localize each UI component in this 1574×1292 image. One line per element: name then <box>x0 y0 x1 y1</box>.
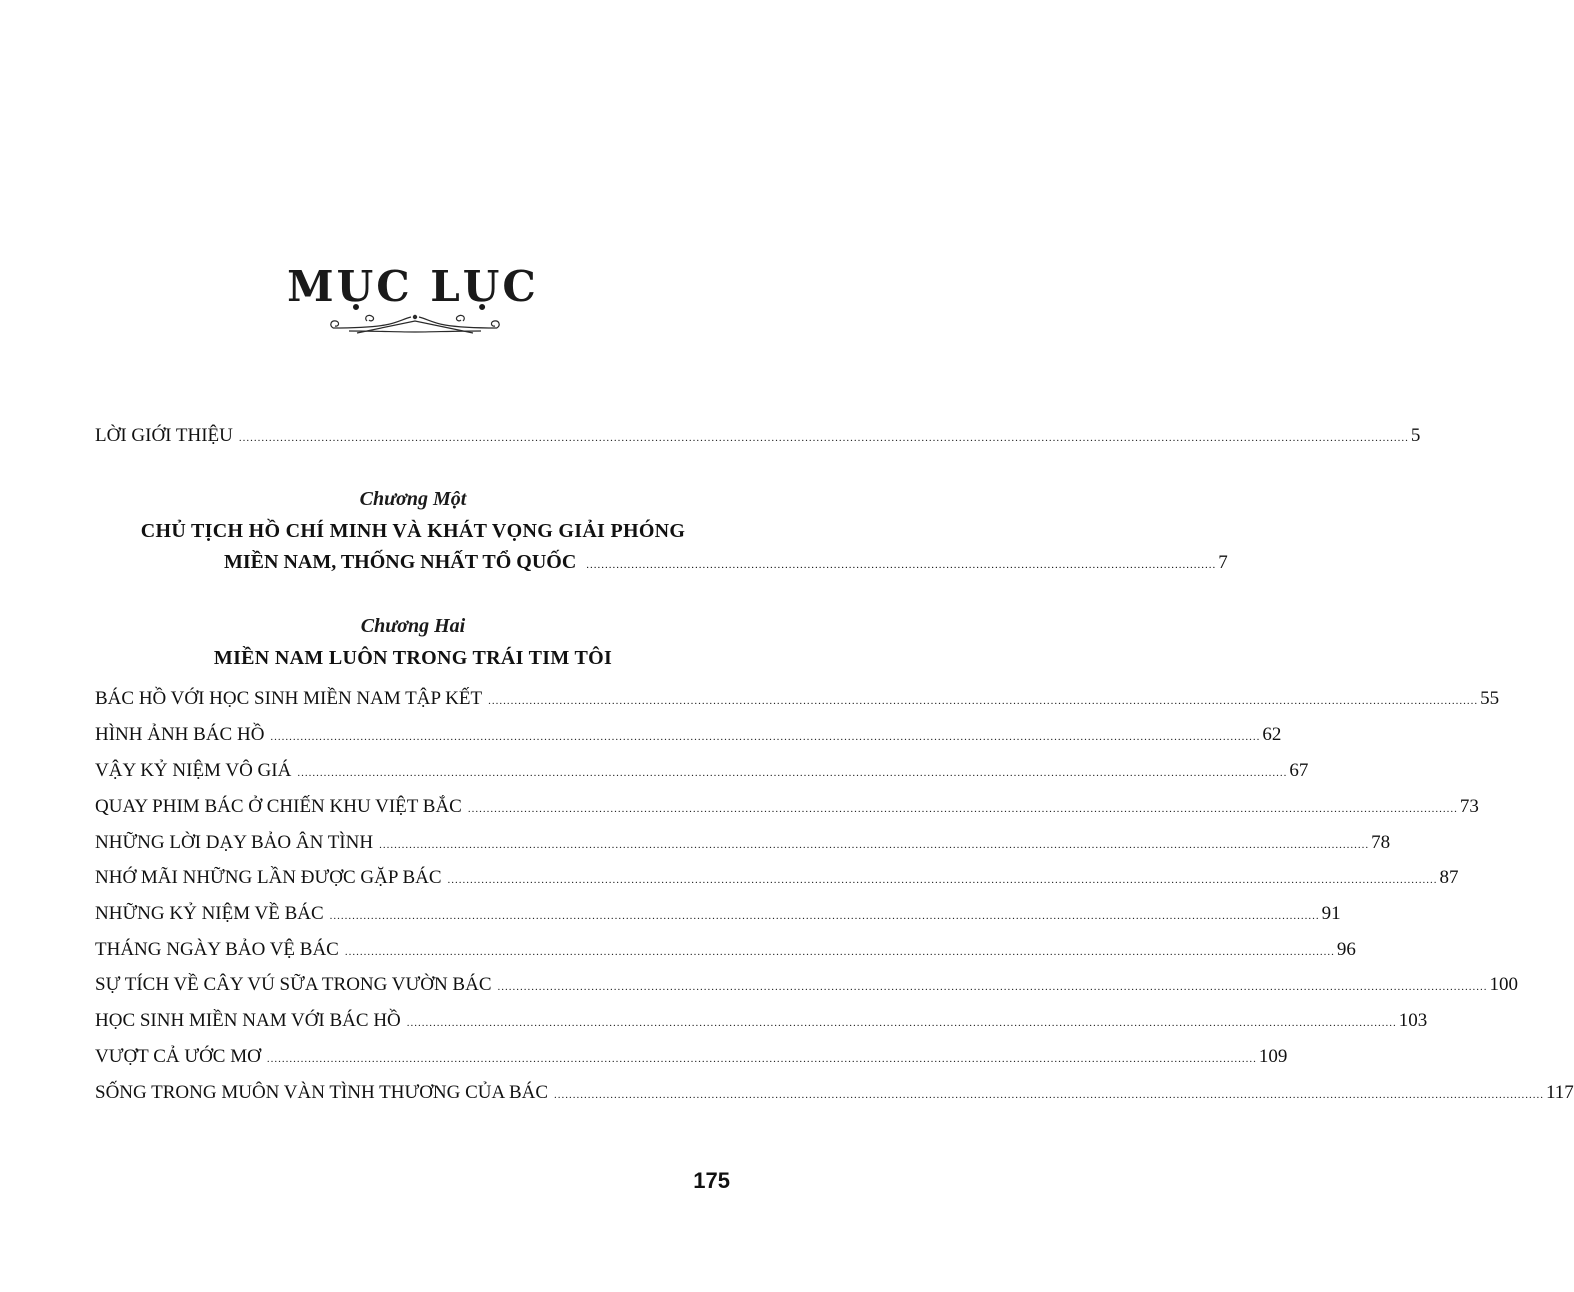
dot-leader: ........................................................................................................................................................................................................................................................................ <box>270 731 1261 743</box>
toc-entry[interactable] <box>95 938 1356 964</box>
toc-entry-label: THÁNG NGÀY BẢO VỆ BÁC <box>95 939 339 960</box>
dot-leader: ........................................................................................................................................................................................................................................................................ <box>329 910 1320 922</box>
toc-entry-page: 7 <box>1218 552 1228 573</box>
chapter-two-title: MIỀN NAM LUÔN TRONG TRÁI TIM TÔI <box>213 647 613 669</box>
toc-entry-page: 5 <box>1410 425 1421 446</box>
toc-entry-page: 117 <box>1546 1082 1574 1103</box>
dot-leader: ........................................................................................................................................................................................................................................................................ <box>447 874 1438 886</box>
dot-leader: ........................................................................................................................................................................................................................................................................ <box>488 695 1479 707</box>
toc-entry-label: BÁC HỒ VỚI HỌC SINH MIỀN NAM TẬP KẾT <box>95 688 483 709</box>
toc-entry-page: 78 <box>1371 832 1391 853</box>
toc-entry[interactable] <box>95 831 1391 857</box>
toc-entry-page: 109 <box>1258 1046 1288 1067</box>
chapter-one-title-line2: MIỀN NAM, THỐNG NHẤT TỔ QUỐC <box>224 551 577 573</box>
toc-entry-label: SỐNG TRONG MUÔN VÀN TÌNH THƯƠNG CỦA BÁC <box>95 1082 549 1103</box>
toc-entry[interactable] <box>95 973 1518 999</box>
toc-entry-intro[interactable] <box>95 424 1421 450</box>
toc-entry-label: VẬY KỶ NIỆM VÔ GIÁ <box>95 760 292 781</box>
toc-entry-label: HỌC SINH MIỀN NAM VỚI BÁC HỒ <box>95 1010 401 1031</box>
chapter-one-heading: Chương Một <box>359 488 467 510</box>
toc-entry-page: 103 <box>1398 1010 1428 1031</box>
dot-leader: ........................................................................................................................................................................................................................................................................ <box>406 1017 1397 1029</box>
toc-entry-label: QUAY PHIM BÁC Ở CHIẾN KHU VIỆT BẮC <box>95 796 462 817</box>
toc-entry-page: 96 <box>1336 939 1356 960</box>
toc-entry-page: 91 <box>1321 903 1341 924</box>
toc-entry[interactable] <box>95 866 1459 892</box>
toc-entry[interactable] <box>95 1045 1288 1071</box>
toc-entry-page: 55 <box>1480 688 1500 709</box>
toc-entry[interactable] <box>95 759 1309 785</box>
toc-entry-label: LỜI GIỚI THIỆU <box>95 425 233 446</box>
dot-leader: ........................................................................................................................................................................................................................................................................ <box>297 767 1288 779</box>
dot-leader: ........................................................................................................................................................................................................................................................................................................................ <box>238 432 1409 444</box>
toc-entry-label: VƯỢT CẢ ƯỚC MƠ <box>95 1046 261 1067</box>
dot-leader: ........................................................................................................................................................................................................................................................................ <box>497 981 1488 993</box>
ornament-divider-icon <box>327 311 503 337</box>
toc-entry-label: HÌNH ẢNH BÁC HỒ <box>95 724 265 745</box>
toc-entry-page: 62 <box>1262 724 1282 745</box>
page-title: MỤC LỤC <box>287 262 539 311</box>
chapter-one-title-line1: CHỦ TỊCH HỒ CHÍ MINH VÀ KHÁT VỌNG GIẢI PHÓNG <box>140 520 686 542</box>
toc-entry[interactable] <box>95 1081 1574 1107</box>
toc-entry[interactable] <box>95 795 1479 821</box>
toc-entry-page: 87 <box>1439 867 1459 888</box>
toc-entry-label: NHỚ MÃI NHỮNG LẦN ĐƯỢC GẶP BÁC <box>95 867 442 888</box>
toc-entry-page: 67 <box>1289 760 1309 781</box>
toc-entry-label: NHỮNG KỶ NIỆM VỀ BÁC <box>95 903 324 924</box>
dot-leader: ........................................................................................................................................................................................................................................................................ <box>467 803 1458 815</box>
toc-entry-page: 73 <box>1459 796 1479 817</box>
toc-entry[interactable] <box>95 723 1282 749</box>
toc-entry-chapter-one[interactable] <box>224 550 1228 577</box>
toc-entry-page: 100 <box>1489 974 1518 995</box>
toc-entry[interactable] <box>95 1009 1428 1035</box>
toc-entry-label: NHỮNG LỜI DẠY BẢO ÂN TÌNH <box>95 832 374 853</box>
dot-leader: ........................................................................................................................................................................................................................................................................ <box>379 839 1370 851</box>
toc-entry[interactable] <box>95 687 1500 713</box>
dot-leader: ........................................................................................................................................................................ <box>586 559 1217 571</box>
page-number: 175 <box>693 1168 730 1193</box>
dot-leader: ........................................................................................................................................................................................................................................................................ <box>344 946 1335 958</box>
dot-leader: ........................................................................................................................................................................................................................................................................ <box>554 1089 1545 1101</box>
chapter-two-heading: Chương Hai <box>360 615 466 637</box>
toc-entry[interactable] <box>95 902 1341 928</box>
dot-leader: ........................................................................................................................................................................................................................................................................ <box>266 1053 1257 1065</box>
toc-entry-label: SỰ TÍCH VỀ CÂY VÚ SỮA TRONG VƯỜN BÁC <box>95 974 492 995</box>
